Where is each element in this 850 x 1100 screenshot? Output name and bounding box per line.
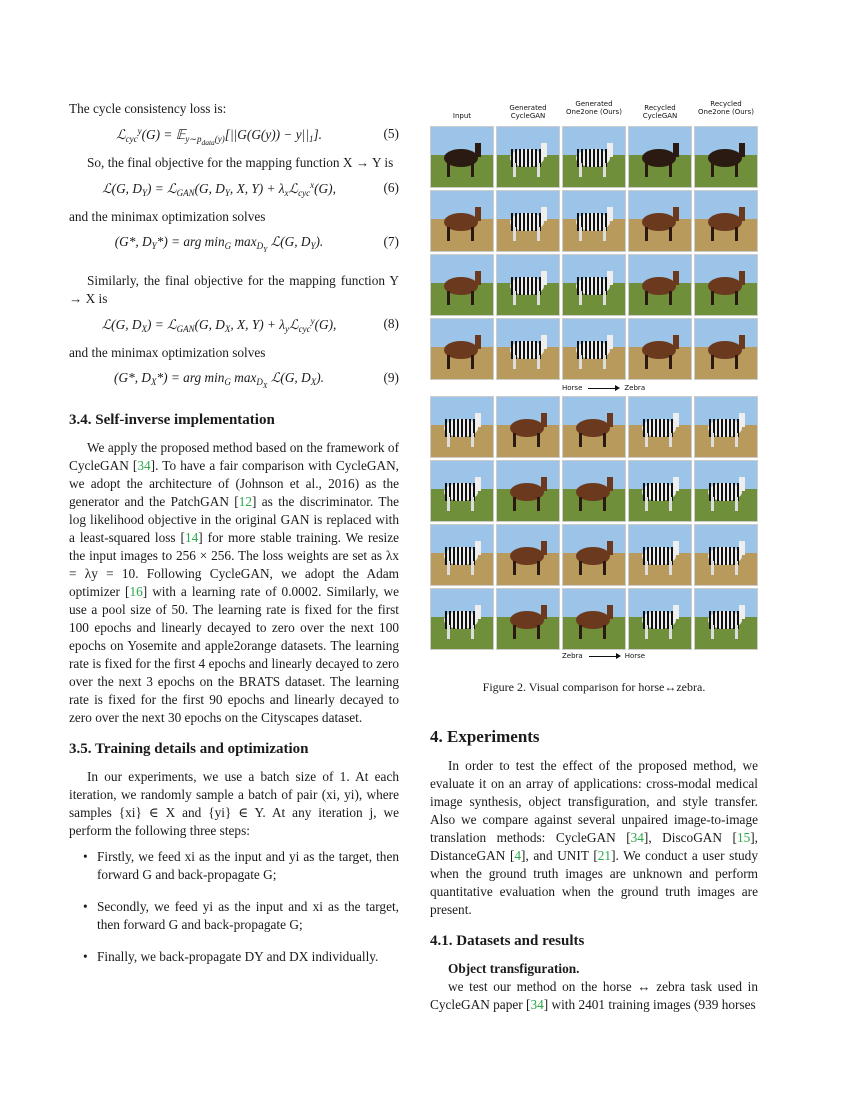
equation-number: (5) — [383, 126, 399, 141]
figure-thumbnail — [694, 460, 758, 522]
minimax-text-2: and the minimax optimization solves — [69, 345, 266, 360]
equation-number: (9) — [383, 370, 399, 385]
figure-thumbnail — [694, 318, 758, 380]
cycle-loss-intro: The cycle consistency loss is: — [69, 101, 227, 116]
figure-thumbnail — [496, 126, 560, 188]
figure-thumbnail — [430, 588, 494, 650]
figure-thumbnail — [694, 524, 758, 586]
figure-thumbnail — [430, 524, 494, 586]
figure-thumbnail — [694, 190, 758, 252]
object-transfiguration-paragraph: we test our method on the horse ↔ zebra task used in CycleGAN paper [34] with 2401 training images (939 horses — [430, 979, 758, 1012]
equation-number: (8) — [383, 316, 399, 331]
figure-thumbnail — [496, 318, 560, 380]
figure-thumbnail — [628, 190, 692, 252]
figure-thumbnail — [562, 126, 626, 188]
equation-5: ℒ$_{cyc}^y$(G) = 𝔼$_{y\sim p_{data}(y)}$[||G(G(y)) − $y||_1$]. (5) — [116, 126, 399, 147]
column-header-recycled-one2one: Recycled One2one (Ours) — [698, 100, 754, 116]
column-header-input: Input — [452, 112, 472, 120]
figure-thumbnail — [430, 126, 494, 188]
equation-6: ℒ(G, $D_Y$) = ℒ$_{GAN}$(G, $D_Y$, X, $Y) + \lambda_xℒ_{cyc}^x(G)$, (6) — [102, 180, 399, 198]
training-steps-list — [69, 848, 399, 966]
figure-thumbnail — [562, 254, 626, 316]
right-column — [430, 100, 758, 1014]
figure-thumbnail — [430, 396, 494, 458]
section-4-paragraph: In order to test the effect of the proposed method, we evaluate it on an array of applications: cross-modal medical image synthesis, object transfiguration, and style transfer. Also we compare against several unpaired image-to-image translation methods: CycleGAN [34], DiscoGAN [15], DistanceGAN [4], and UNIT [21]. We conduct a user study when the ground truth images are unknown and perform quantitative evaluation when the ground truth images are present. — [430, 758, 758, 917]
figure-thumbnail — [628, 524, 692, 586]
section-3-5-paragraph: In our experiments, we use a batch size of 1. At each iteration, we randomly sample a batch of pair (xi, yi), where samples {xi} ∈ X and {yi} ∈ Y. At any iteration j, we perform the following three steps: — [69, 769, 399, 838]
figure-thumbnail — [694, 126, 758, 188]
citation-link[interactable]: 15 — [736, 830, 751, 845]
citation-link[interactable]: 21 — [597, 848, 612, 863]
figure-thumbnail — [496, 588, 560, 650]
figure-thumbnail — [496, 460, 560, 522]
list-item: • Secondly, we feed yi as the input and xi as the target, then forward G and back-propagate G; — [83, 899, 399, 932]
citation-link[interactable]: 12 — [238, 494, 253, 509]
figure-thumbnail — [628, 396, 692, 458]
figure-thumbnail — [562, 460, 626, 522]
column-header-recycled-cyclegan: Recycled CycleGAN — [642, 104, 678, 120]
figure-thumbnail — [562, 190, 626, 252]
equation-9: (G*, $D_X*$) = arg $\min_G \max_{D_X}$ ℒ(G, $D_X$). (9) — [114, 370, 399, 390]
minimax-text-1: and the minimax optimization solves — [69, 209, 266, 224]
direction-label-zebra-horse: Zebra Horse — [562, 652, 646, 660]
figure-thumbnail — [562, 524, 626, 586]
figure-thumbnail — [628, 460, 692, 522]
column-header-generated-one2one: Generated One2one (Ours) — [566, 100, 622, 116]
figure-thumbnail — [430, 190, 494, 252]
figure-thumbnail — [628, 126, 692, 188]
figure-2 — [430, 100, 760, 660]
figure-thumbnail — [496, 254, 560, 316]
figure-thumbnail — [496, 190, 560, 252]
list-item: • Firstly, we feed xi as the input and yi as the target, then forward G and back-propagate G; — [83, 849, 399, 882]
figure-thumbnail — [628, 254, 692, 316]
section-4-title: 4. Experiments — [430, 727, 540, 746]
equation-8: ℒ(G, $D_X$) = ℒ$_{GAN}$(G, $D_X$, X, $Y) + \lambda_yℒ_{cyc}^y(G)$, (8) — [101, 316, 399, 334]
citation-link[interactable]: 34 — [137, 458, 151, 473]
direction-label-horse-zebra: Horse Zebra — [562, 384, 646, 392]
left-column — [69, 100, 399, 980]
equation-number: (6) — [383, 180, 399, 195]
arrow-icon — [588, 388, 618, 389]
equation-number: (7) — [383, 234, 399, 249]
figure-thumbnail — [562, 318, 626, 380]
citation-link[interactable]: 4 — [514, 848, 522, 863]
figure-thumbnail — [694, 254, 758, 316]
section-4-1-title: 4.1. Datasets and results — [430, 933, 585, 949]
figure-thumbnail — [430, 254, 494, 316]
figure-thumbnail — [496, 524, 560, 586]
figure-thumbnail — [496, 396, 560, 458]
section-3-4-title: 3.4. Self-inverse implementation — [69, 412, 275, 428]
figure-thumbnail — [694, 588, 758, 650]
column-header-generated-cyclegan: Generated CycleGAN — [509, 104, 547, 120]
list-item: • Finally, we back-propagate DY and DX individually. — [83, 949, 379, 964]
equation-7: (G*, $D_Y*$) = arg $\min_G \max_{D_Y}$ ℒ(G, $D_Y$). (7) — [114, 234, 399, 254]
citation-link[interactable]: 14 — [184, 530, 199, 545]
figure-caption: Figure 2. Visual comparison for horse↔zebra. — [482, 680, 706, 694]
citation-link[interactable]: 16 — [129, 584, 143, 599]
objective-yx-text: Similarly, the final objective for the mapping function Y → X is — [69, 273, 399, 306]
section-3-4-paragraph: We apply the proposed method based on the framework of CycleGAN [34]. To have a fair comparison with CycleGAN, we adopt the architecture of (Johnson et al., 2016) as the generator and the PatchGAN [12] as the discriminator. The log likelihood objective in the original GAN is replaced with a least-squared loss [14] for more stable training. We resize the input images to 256 × 256. The loss weights are set as λx = λy = 10. Following CycleGAN, we adopt the Adam optimizer [16] with a learning rate of 0.0002. Similarly, we use a pool size of 50. The learning rate is fixed for the first 100 epochs and linearly decayed to zero over the next 100 epochs on Yosemite and apple2orange datasets. The learning rate is fixed for the first 4 epochs and linearly decayed to zero over the next 3 epochs on the BRATS dataset. The learning rate is fixed for the first 90 epochs and linearly decayed to zero over the next 30 epochs on the Cityscapes dataset. — [69, 440, 400, 725]
figure-thumbnail — [628, 588, 692, 650]
figure-thumbnail — [694, 396, 758, 458]
section-3-5-title: 3.5. Training details and optimization — [69, 741, 309, 757]
figure-thumbnail — [562, 396, 626, 458]
object-transfiguration-title: Object transfiguration. — [448, 961, 580, 976]
citation-link[interactable]: 34 — [530, 997, 544, 1012]
citation-link[interactable]: 34 — [630, 830, 644, 845]
figure-thumbnail — [562, 588, 626, 650]
figure-thumbnail — [430, 460, 494, 522]
arrow-icon — [589, 656, 619, 657]
objective-xy-text: So, the final objective for the mapping function X → Y is — [87, 155, 394, 170]
figure-thumbnail — [430, 318, 494, 380]
figure-thumbnail — [628, 318, 692, 380]
